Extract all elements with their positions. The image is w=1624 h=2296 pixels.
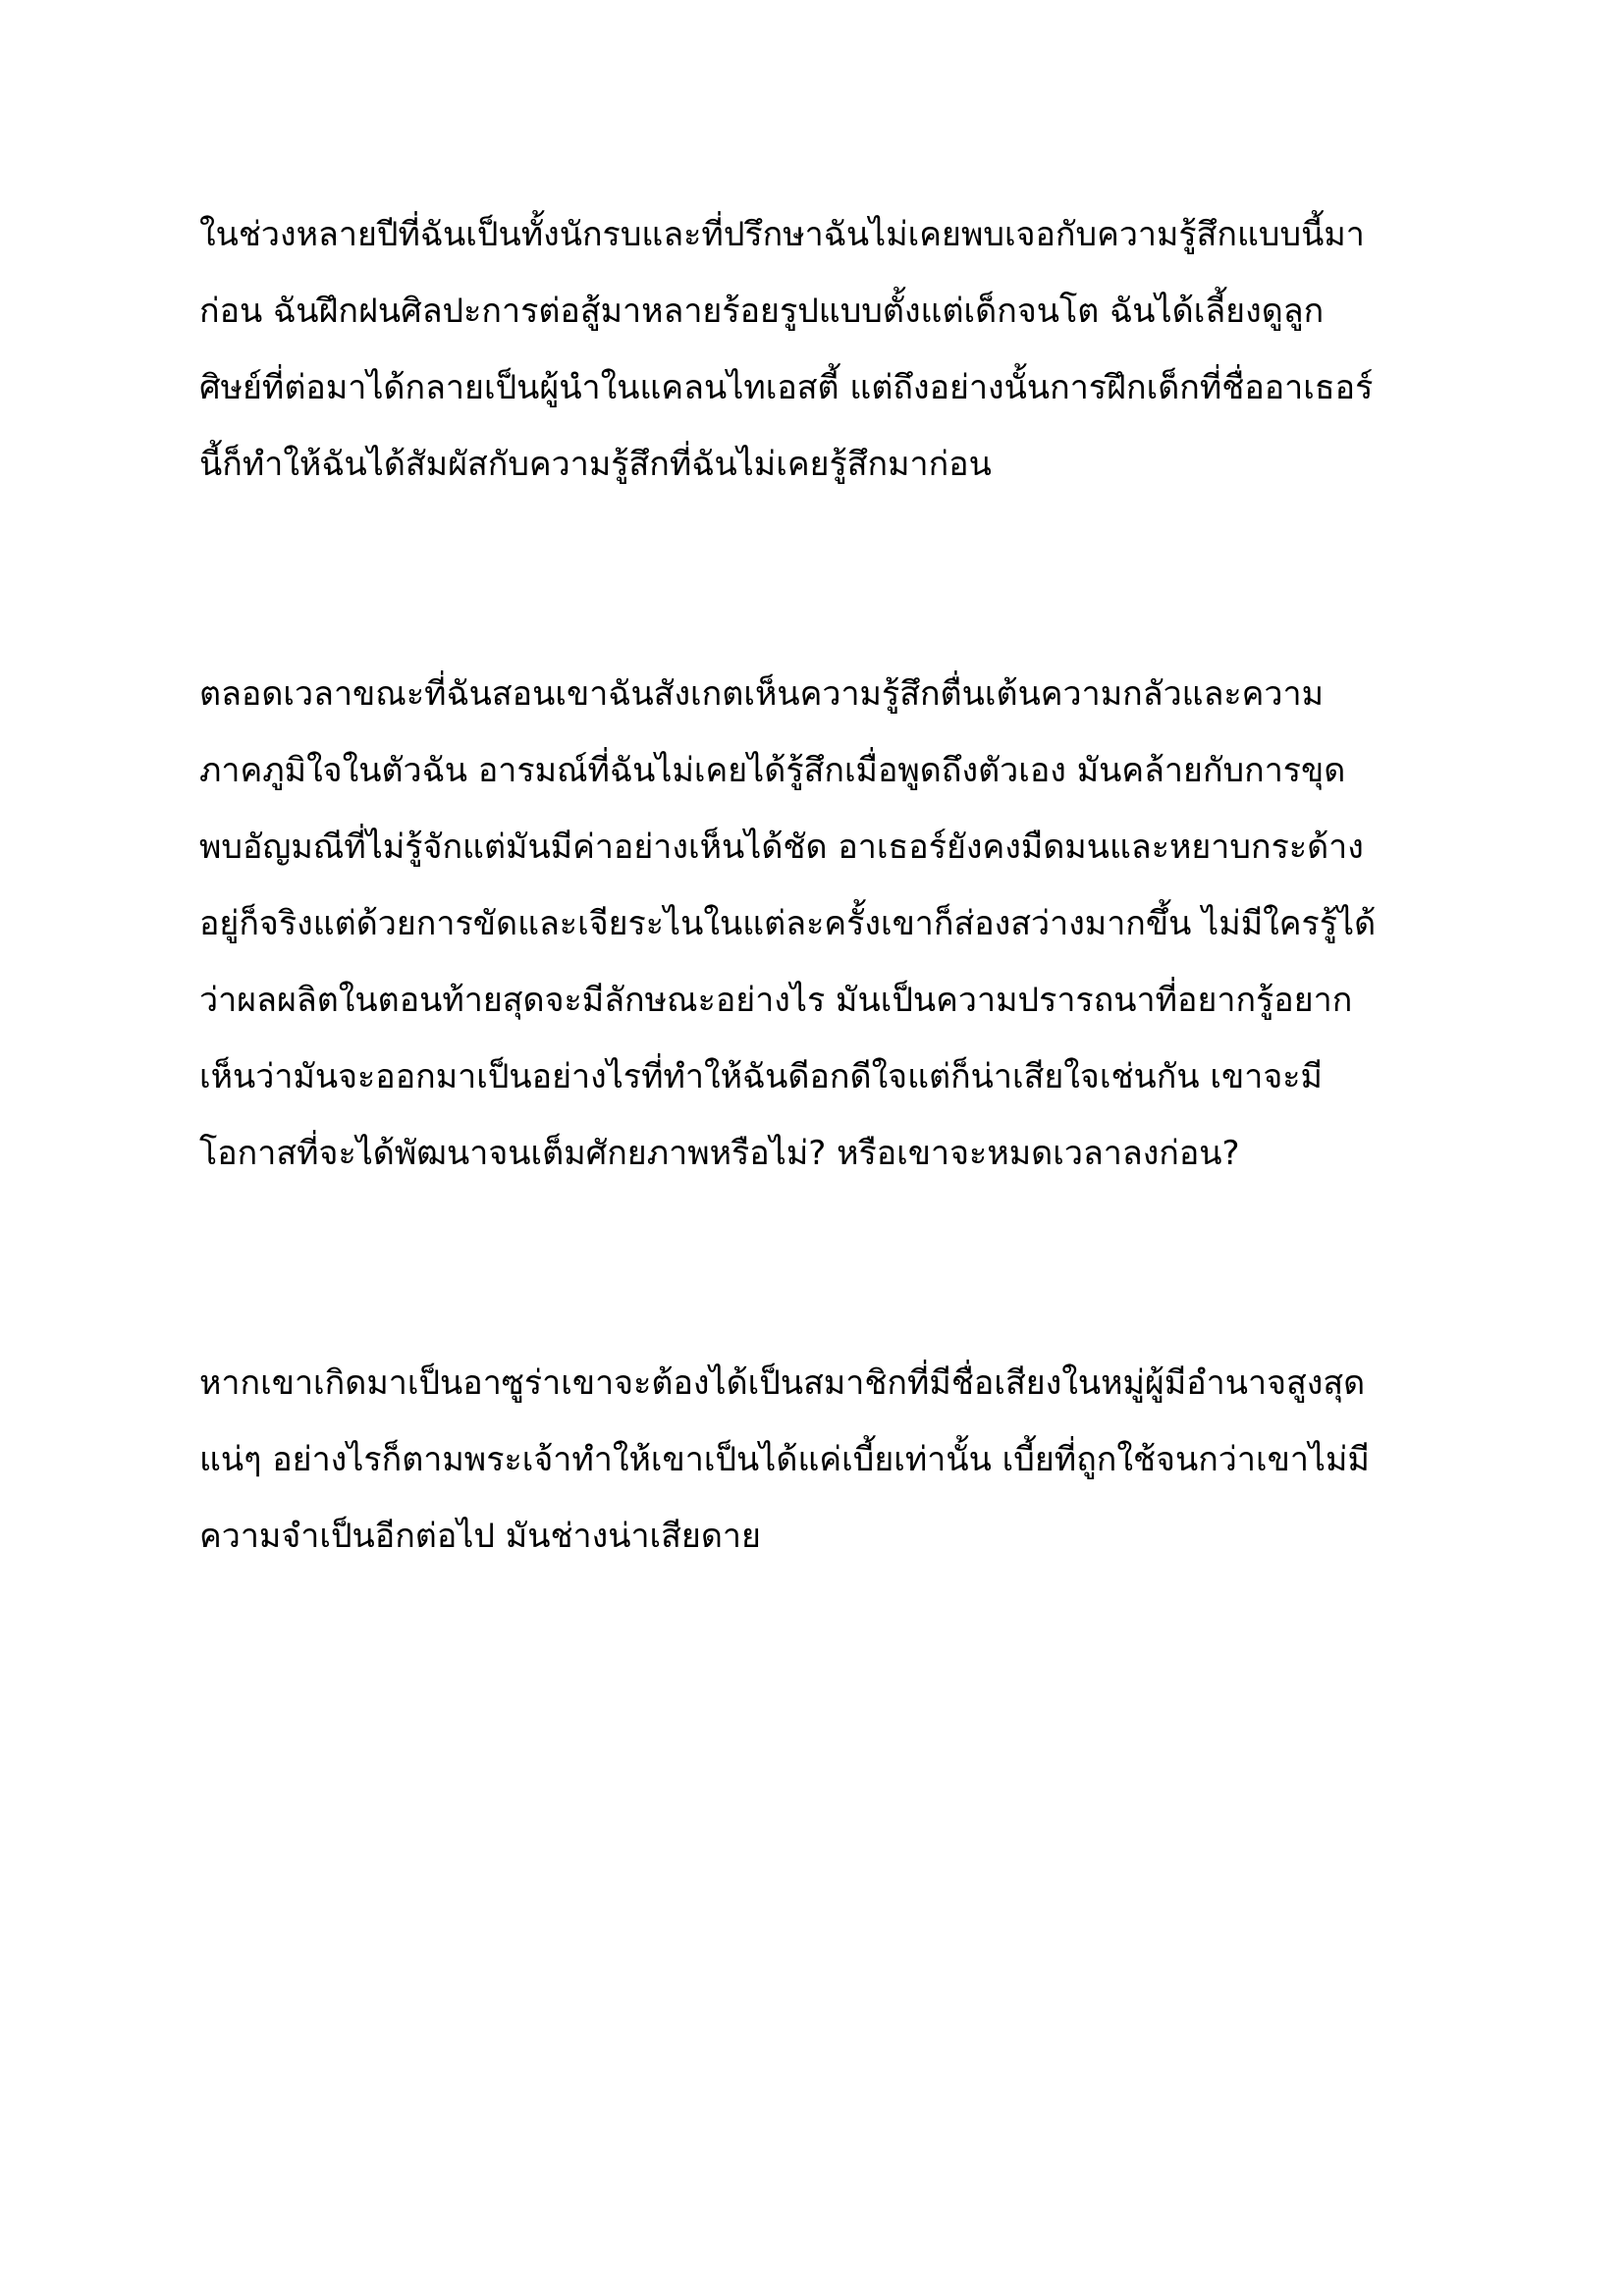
text-line: แน่ๆ อย่างไรก็ตามพระเจ้าทำให้เขาเป็นได้แค่เบี้ยเท่านั้น เบี้ยที่ถูกใช้จนกว่าเขาไม่มี [199, 1440, 1370, 1479]
text-line: หากเขาเกิดมาเป็นอาซูร่าเขาจะต้องได้เป็นสมาชิกที่มีชื่อเสียงในหมู่ผู้มีอำนาจสูงสุด [199, 1363, 1366, 1403]
text-line: เห็นว่ามันจะออกมาเป็นอย่างไรที่ทำให้ฉันดีอกดีใจแต่ก็น่าเสียใจเช่นกัน เขาจะมี [199, 1057, 1323, 1096]
text-line: อยู่ก็จริงแต่ด้วยการขัดและเจียระไนในแต่ละครั้งเขาก็ส่องสว่างมากขึ้น ไม่มีใครรู้ได้ [199, 904, 1377, 943]
text-line: นี้ก็ทำให้ฉันได้สัมผัสกับความรู้สึกที่ฉันไม่เคยรู้สึกมาก่อน [199, 445, 992, 484]
paragraph-1 [199, 196, 1436, 503]
paragraph-spacer [199, 503, 1436, 656]
text-line: ศิษย์ที่ต่อมาได้กลายเป็นผู้นำในแคลนไทเอสตี้ แต่ถึงอย่างนั้นการฝึกเด็กที่ชื่ออาเธอร์ [199, 368, 1374, 407]
text-line: ภาคภูมิใจในตัวฉัน อารมณ์ที่ฉันไม่เคยได้รู้สึกเมื่อพูดถึงตัวเอง มันคล้ายกับการขุด [199, 751, 1346, 790]
document-body [199, 196, 1436, 1575]
paragraph-2 [199, 656, 1436, 1192]
paragraph-spacer [199, 1192, 1436, 1345]
text-line: ตลอดเวลาขณะที่ฉันสอนเขาฉันสังเกตเห็นความรู้สึกตื่นเต้นความกลัวและความ [199, 674, 1325, 714]
text-line: ก่อน ฉันฝึกฝนศิลปะการต่อสู้มาหลายร้อยรูปแบบตั้งแต่เด็กจนโต ฉันได้เลี้ยงดูลูก [199, 292, 1325, 331]
text-line: ในช่วงหลายปีที่ฉันเป็นทั้งนักรบและที่ปรึกษาฉันไม่เคยพบเจอกับความรู้สึกแบบนี้มา [199, 215, 1365, 254]
text-line: โอกาสที่จะได้พัฒนาจนเต็มศักยภาพหรือไม่? หรือเขาจะหมดเวลาลงก่อน? [199, 1134, 1240, 1173]
text-line: พบอัญมณีที่ไม่รู้จักแต่มันมีค่าอย่างเห็นได้ชัด อาเธอร์ยังคงมืดมนและหยาบกระด้าง [199, 828, 1364, 867]
paragraph-3 [199, 1345, 1436, 1575]
text-line: ความจำเป็นอีกต่อไป มันช่างน่าเสียดาย [199, 1517, 761, 1556]
text-line: ว่าผลผลิตในตอนท้ายสุดจะมีลักษณะอย่างไร มันเป็นความปรารถนาที่อยากรู้อยาก [199, 981, 1353, 1020]
